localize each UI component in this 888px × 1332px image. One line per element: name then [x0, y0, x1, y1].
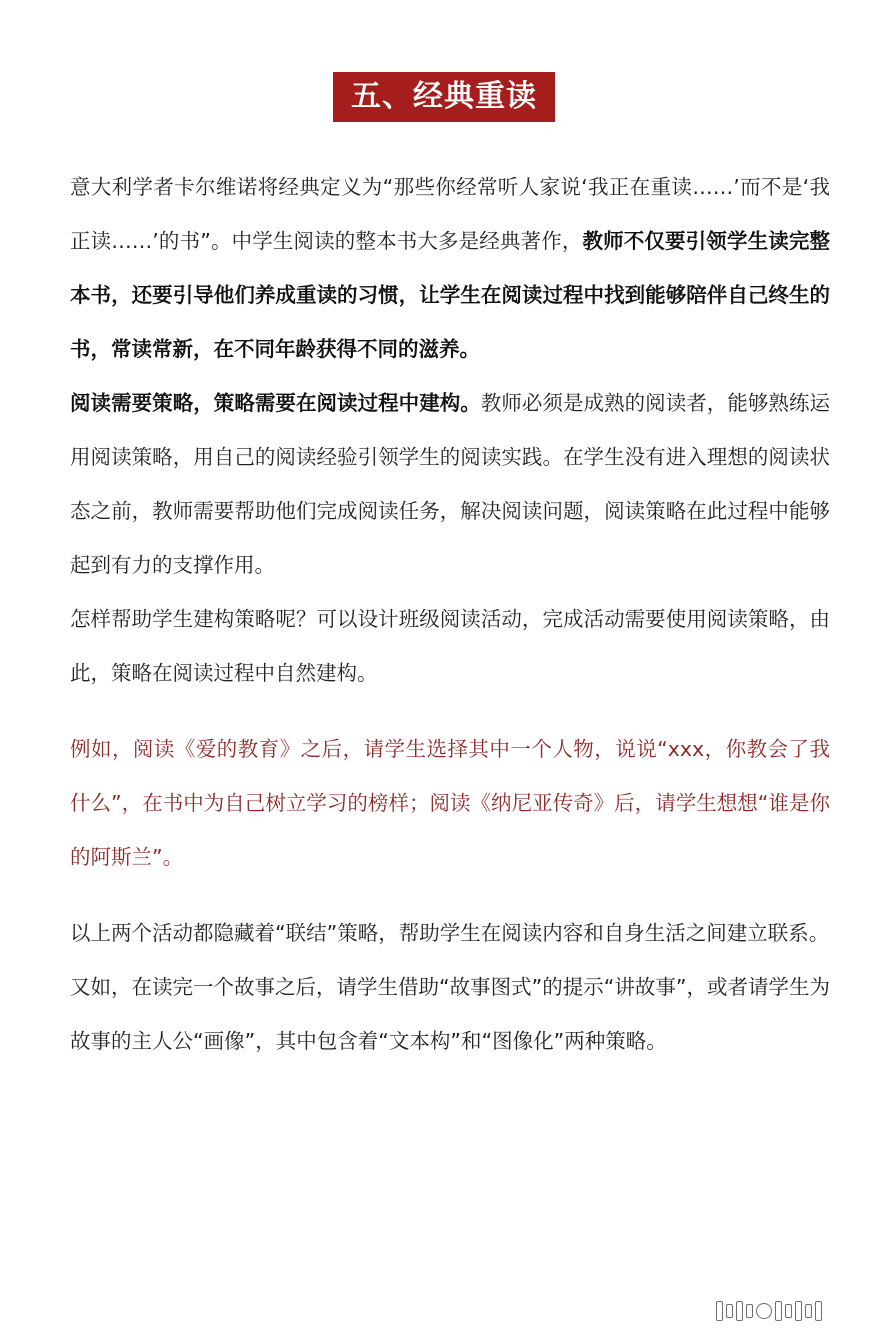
watermark-circle-icon [756, 1303, 772, 1319]
watermark-bar-icon [746, 1304, 753, 1318]
paragraph-reading-strategy [70, 376, 830, 592]
spacer [70, 700, 830, 722]
section-title: 五、经典重读 [333, 72, 555, 122]
watermark-bar-icon [726, 1304, 733, 1318]
bold-segment: 教师不仅要引领学生读完整本书，还要引导他们养成重读的习惯，让学生在阅读过程中找到能够陪伴自己终生的书，常读常新，在不同年龄获得不同的滋养。 [70, 229, 830, 361]
watermark-bar-icon [736, 1301, 743, 1321]
text-segment: 例如，阅读《爱的教育》之后，请学生选择其中一个人物，说说“xxx，你教会了我什么”，在书中为自己树立学习的榜样；阅读《纳尼亚传奇》后，请学生想想“谁是你的阿斯兰”。 [70, 737, 830, 869]
title-container [0, 72, 888, 122]
watermark-bar-icon [805, 1304, 812, 1318]
text-segment: 又如，在读完一个故事之后，请学生借助“故事图式”的提示“讲故事”，或者请学生为故事的主人公“画像”，其中包含着“文本构”和“图像化”两种策略。 [70, 975, 830, 1053]
watermark-bar-icon [775, 1301, 782, 1321]
watermark-bar-icon [785, 1304, 792, 1318]
text-segment: 以上两个活动都隐藏着“联结”策略，帮助学生在阅读内容和自身生活之间建立联系。 [70, 921, 830, 945]
watermark-bar-icon [815, 1301, 822, 1321]
spacer [70, 884, 830, 906]
paragraph-classic-definition [70, 160, 830, 376]
paragraph-build-strategy [70, 592, 830, 700]
paragraph-story-strategy [70, 960, 830, 1068]
text-segment: 怎样帮助学生建构策略呢？可以设计班级阅读活动，完成活动需要使用阅读策略，由此，策略在阅读过程中自然建构。 [70, 607, 830, 685]
paragraph-example [70, 722, 830, 884]
text-segment: 意大利学者卡尔维诺将经典定义为“那些你经常听人家说‘我正在重读……’而不是‘我正读……’的书”。中学生阅读的整本书大多是经典著作， [70, 175, 830, 253]
bold-segment: 阅读需要策略，策略需要在阅读过程中建构。 [70, 391, 481, 415]
app-watermark-icon [716, 1300, 866, 1322]
paragraph-connection-strategy [70, 906, 830, 960]
article-body [70, 160, 830, 1068]
watermark-bar-icon [716, 1301, 723, 1321]
text-segment: 教师必须是成熟的阅读者，能够熟练运用阅读策略，用自己的阅读经验引领学生的阅读实践。在学生没有进入理想的阅读状态之前，教师需要帮助他们完成阅读任务，解决阅读问题，阅读策略在此过程中能够起到有力的支撑作用。 [70, 391, 831, 577]
watermark-bar-icon [795, 1301, 802, 1321]
